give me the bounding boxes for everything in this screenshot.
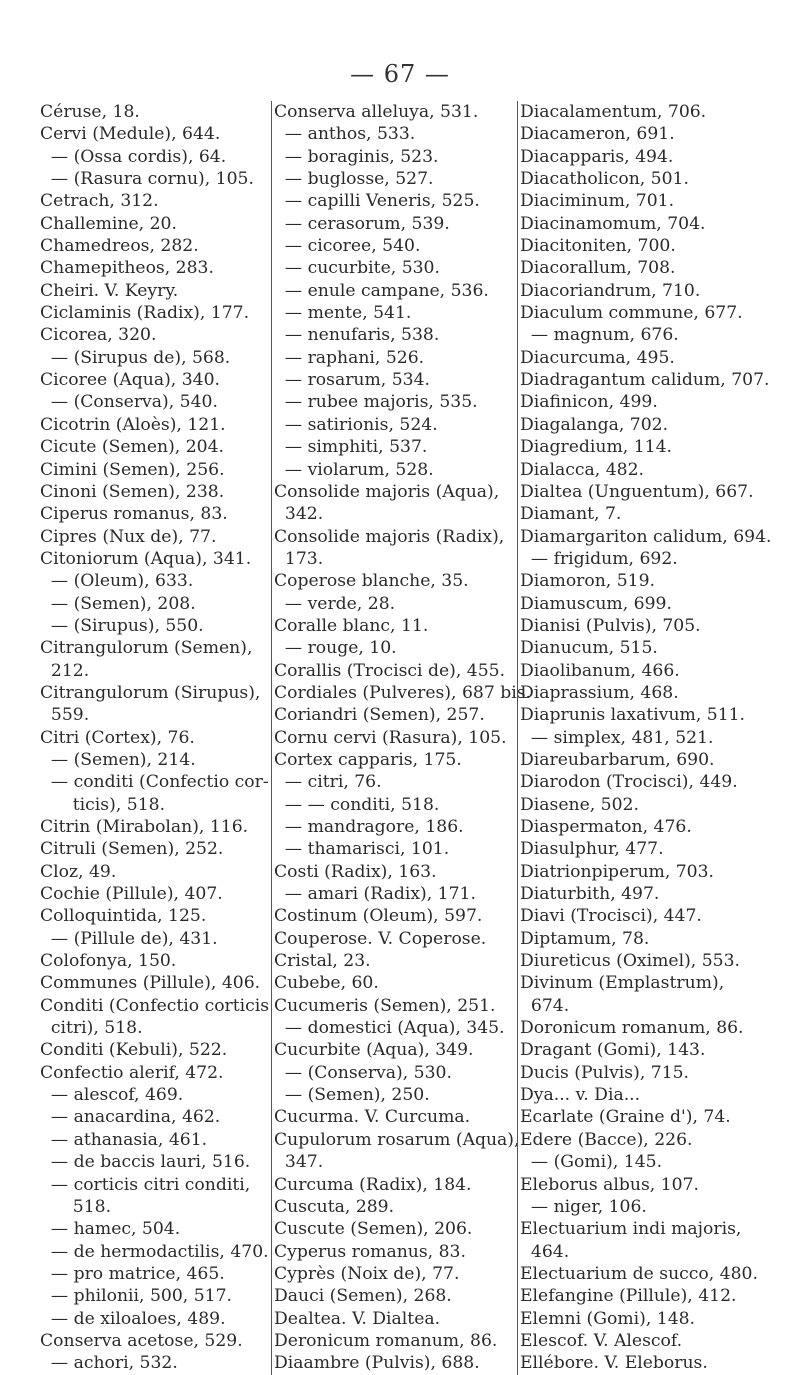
index-entry: Diacatholicon, 501.: [520, 169, 689, 190]
index-entry: Diatrionpiperum, 703.: [520, 861, 715, 882]
index-entry: — simplex, 481, 521.: [520, 727, 714, 748]
index-entry: Dianisi (Pulvis), 705.: [520, 615, 701, 636]
index-entry: Dya... v. Dia...: [520, 1085, 641, 1106]
index-entry: Electuarium indi majoris,: [520, 1219, 742, 1240]
index-entry: — violarum, 528.: [274, 459, 434, 480]
index-entry: Diasene, 502.: [520, 794, 639, 815]
index-entry: Eleborus albus, 107.: [520, 1174, 699, 1195]
index-entry: — (Semen), 250.: [274, 1085, 430, 1106]
index-entry: Diacoriandrum, 710.: [520, 280, 701, 301]
index-entry: Diaprunis laxativum, 511.: [520, 705, 746, 726]
index-entry: — cerasorum, 539.: [274, 213, 450, 234]
index-entry: Diamoron, 519.: [520, 571, 655, 592]
index-entry: Dragant (Gomi), 143.: [520, 1040, 706, 1061]
index-entry: — enule campane, 536.: [274, 280, 489, 301]
index-entry: — buglosse, 527.: [274, 169, 434, 190]
index-entry: Cucumeris (Semen), 251.: [274, 995, 496, 1016]
index-entry: Dauci (Semen), 268.: [274, 1286, 452, 1307]
index-entry: Cicoree (Aqua), 340.: [40, 370, 220, 391]
index-entry: Cheiri. V. Keyry.: [40, 280, 179, 301]
index-entry: — athanasia, 461.: [40, 1129, 208, 1150]
index-entry: Confectio alerif, 472.: [40, 1062, 224, 1083]
index-entry: Diacalamentum, 706.: [520, 102, 707, 122]
index-entry: Diaciminum, 701.: [520, 191, 675, 212]
index-entry: — (Oleum), 633.: [40, 571, 194, 592]
index-entry: — (Sirupus), 550.: [40, 615, 204, 636]
index-column-2: [271, 101, 532, 1375]
index-entry: — citri, 76.: [274, 772, 382, 793]
index-entry: — de baccis lauri, 516.: [40, 1152, 251, 1173]
index-entry: Edere (Bacce), 226.: [520, 1129, 693, 1150]
index-entry: — amari (Radix), 171.: [274, 884, 476, 905]
index-entry: — anthos, 533.: [274, 124, 416, 145]
index-entry: Coperose blanche, 35.: [274, 571, 469, 592]
index-entry: Citrangulorum (Sirupus),: [40, 682, 261, 703]
index-entry: 559.: [40, 705, 90, 726]
index-entry: — de xiloaloes, 489.: [40, 1308, 226, 1329]
index-entry: — (Conserva), 540.: [40, 392, 218, 413]
index-entry: Conserva alleluya, 531.: [274, 102, 479, 122]
index-entry: — (Semen), 208.: [40, 593, 196, 614]
index-entry: 342.: [274, 504, 324, 525]
index-entry: Diaculum commune, 677.: [520, 303, 743, 324]
index-entry: — cicoree, 540.: [274, 236, 421, 257]
index-entry: Citrangulorum (Semen),: [40, 638, 253, 659]
index-entry: Cicorea, 320.: [40, 325, 157, 346]
index-entry: Cloz, 49.: [40, 861, 117, 882]
index-entry: Costinum (Oleum), 597.: [274, 906, 483, 927]
index-entry: Diaolibanum, 466.: [520, 660, 680, 681]
index-entry: Ciperus romanus, 83.: [40, 504, 228, 525]
index-entry: Corallis (Trocisci de), 455.: [274, 660, 506, 681]
index-entry: Cortex capparis, 175.: [274, 749, 462, 770]
index-entry: Cyperus romanus, 83.: [274, 1241, 466, 1262]
index-entry: — achori, 532.: [40, 1353, 178, 1374]
index-entry: — rosarum, 534.: [274, 370, 430, 391]
index-entry: 173.: [274, 548, 324, 569]
index-entry: — (Gomi), 145.: [520, 1152, 663, 1173]
index-entry: Diafinicon, 499.: [520, 392, 658, 413]
index-entry: — simphiti, 537.: [274, 437, 428, 458]
index-entry: Conditi (Kebuli), 522.: [40, 1040, 228, 1061]
index-entry: — niger, 106.: [520, 1196, 647, 1217]
index-entry: — (Pillule de), 431.: [40, 928, 218, 949]
index-entry: Diaspermaton, 476.: [520, 817, 692, 837]
index-entry: Cordiales (Pulveres), 687 bis.: [274, 682, 532, 703]
index-entry: — boraginis, 523.: [274, 146, 439, 167]
index-entry: — alescof, 469.: [40, 1085, 184, 1106]
index-entry: Curcuma (Radix), 184.: [274, 1174, 472, 1195]
index-entry: Dianucum, 515.: [520, 638, 658, 659]
index-entry: — rubee majoris, 535.: [274, 392, 478, 413]
index-entry: Diaprassium, 468.: [520, 682, 679, 703]
index-entry: Cuscute (Semen), 206.: [274, 1219, 473, 1240]
index-entry: — (Conserva), 530.: [274, 1062, 452, 1083]
index-entry: — magnum, 676.: [520, 325, 679, 346]
index-entry: — capilli Veneris, 525.: [274, 191, 480, 212]
index-entry: Couperose. V. Coperose.: [274, 928, 487, 949]
index-entry: Céruse, 18.: [40, 102, 140, 122]
index-entry: Cupulorum rosarum (Aqua),: [274, 1129, 520, 1150]
index-entry: Cucurma. V. Curcuma.: [274, 1107, 471, 1128]
index-entry: Conserva acetose, 529.: [40, 1330, 243, 1351]
index-entry: — (Sirupus de), 568.: [40, 347, 231, 368]
index-entry: Cuscuta, 289.: [274, 1196, 395, 1217]
index-entry: Elescof. V. Alescof.: [520, 1330, 683, 1351]
index-column-1: [40, 101, 270, 1375]
index-entry: Diacapparis, 494.: [520, 146, 674, 167]
index-entry: Cetrach, 312.: [40, 191, 159, 212]
index-entry: Diamuscum, 699.: [520, 593, 672, 614]
index-column-3: [517, 101, 785, 1375]
index-entry: Diareubarbarum, 690.: [520, 749, 715, 770]
index-entry: — raphani, 526.: [274, 347, 425, 368]
index-entry: Cipres (Nux de), 77.: [40, 526, 217, 547]
index-entry: — (Ossa cordis), 64.: [40, 146, 227, 167]
index-entry: Citri (Cortex), 76.: [40, 727, 195, 748]
index-entry: 212.: [40, 660, 90, 681]
index-entry: Diacorallum, 708.: [520, 258, 676, 279]
index-entry: Diadragantum calidum, 707.: [520, 370, 770, 391]
index-entry: Colofonya, 150.: [40, 951, 177, 972]
index-entry: Cinoni (Semen), 238.: [40, 481, 225, 502]
index-entry: Cristal, 23.: [274, 951, 371, 972]
index-entry: Elemni (Gomi), 148.: [520, 1308, 696, 1329]
index-entry: Ecarlate (Graine d'), 74.: [520, 1107, 731, 1128]
index-entry: Coriandri (Semen), 257.: [274, 705, 485, 726]
index-entry: Ducis (Pulvis), 715.: [520, 1062, 690, 1083]
index-entry: Diamargariton calidum, 694.: [520, 526, 772, 547]
index-entry: Chamepitheos, 283.: [40, 258, 214, 279]
index-entry: Dialacca, 482.: [520, 459, 644, 480]
index-entry: — domestici (Aqua), 345.: [274, 1018, 505, 1039]
index-entry: — conditi (Confectio cor-: [40, 772, 269, 793]
index-entry: Electuarium de succo, 480.: [520, 1263, 758, 1284]
index-entry: Cochie (Pillule), 407.: [40, 884, 223, 905]
index-entry: — pro matrice, 465.: [40, 1263, 225, 1284]
index-entry: Cimini (Semen), 256.: [40, 459, 225, 480]
index-entry: — hamec, 504.: [40, 1219, 181, 1240]
index-entry: Diureticus (Oximel), 553.: [520, 951, 740, 972]
index-entry: Costi (Radix), 163.: [274, 861, 437, 882]
index-entry: — (Rasura cornu), 105.: [40, 169, 254, 190]
index-entry: Coralle blanc, 11.: [274, 615, 429, 636]
index-entry: Challemine, 20.: [40, 213, 177, 234]
index-entry: Cucurbite (Aqua), 349.: [274, 1040, 474, 1061]
index-entry: ticis), 518.: [40, 794, 166, 815]
index-entry: Elefangine (Pillule), 412.: [520, 1286, 737, 1307]
index-entry: Diacitoniten, 700.: [520, 236, 676, 257]
index-entry: — mandragore, 186.: [274, 817, 464, 837]
index-entry: Cicotrin (Aloès), 121.: [40, 414, 226, 435]
index-entry: — (Semen), 214.: [40, 749, 196, 770]
index-entry: Consolide majoris (Aqua),: [274, 481, 500, 502]
index-entry: Cervi (Medule), 644.: [40, 124, 221, 145]
index-entry: Dealtea. V. Dialtea.: [274, 1308, 441, 1329]
index-entry: Ciclaminis (Radix), 177.: [40, 303, 250, 324]
index-entry: — corticis citri conditi,: [40, 1174, 251, 1195]
index-entry: citri), 518.: [40, 1018, 143, 1039]
index-entry: Diacameron, 691.: [520, 124, 675, 145]
index-entry: — cucurbite, 530.: [274, 258, 440, 279]
index-entry: Diaturbith, 497.: [520, 884, 660, 905]
index-entry: Diaambre (Pulvis), 688.: [274, 1353, 480, 1374]
index-entry: Deronicum romanum, 86.: [274, 1330, 498, 1351]
index-entry: Communes (Pillule), 406.: [40, 973, 261, 994]
index-entry: — — conditi, 518.: [274, 794, 440, 815]
index-entry: — thamarisci, 101.: [274, 839, 450, 860]
index-entry: Doronicum romanum, 86.: [520, 1018, 744, 1039]
index-entry: Diasulphur, 477.: [520, 839, 664, 860]
index-entry: Diacurcuma, 495.: [520, 347, 675, 368]
index-entry: Chamedreos, 282.: [40, 236, 199, 257]
index-entry: — satirionis, 524.: [274, 414, 438, 435]
index-entry: Citoniorum (Aqua), 341.: [40, 548, 252, 569]
index-entry: — mente, 541.: [274, 303, 412, 324]
index-entry: Cornu cervi (Rasura), 105.: [274, 727, 507, 748]
index-entry: Colloquintida, 125.: [40, 906, 207, 927]
index-entry: 464.: [520, 1241, 570, 1262]
index-entry: — anacardina, 462.: [40, 1107, 221, 1128]
index-entry: Divinum (Emplastrum),: [520, 973, 725, 994]
index-entry: — de hermodactilis, 470.: [40, 1241, 269, 1262]
index-entry: Cyprès (Noix de), 77.: [274, 1263, 460, 1284]
index-entry: Diagredium, 114.: [520, 437, 672, 458]
index-entry: 674.: [520, 995, 570, 1016]
index-entry: Diarodon (Trocisci), 449.: [520, 772, 738, 793]
index-entry: — frigidum, 692.: [520, 548, 678, 569]
index-entry: Cubebe, 60.: [274, 973, 379, 994]
index-entry: Diagalanga, 702.: [520, 414, 669, 435]
index-entry: — nenufaris, 538.: [274, 325, 440, 346]
index-entry: Diamant, 7.: [520, 504, 622, 525]
index-entry: Dialtea (Unguentum), 667.: [520, 481, 754, 502]
index-entry: Conditi (Confectio corticis: [40, 995, 270, 1016]
index-entry: Diptamum, 78.: [520, 928, 650, 949]
index-entry: Citrin (Mirabolan), 116.: [40, 817, 249, 837]
page-number: — 67 —: [350, 60, 450, 88]
index-entry: Diavi (Trocisci), 447.: [520, 906, 702, 927]
index-entry: Citruli (Semen), 252.: [40, 839, 224, 860]
index-entry: Consolide majoris (Radix),: [274, 526, 505, 547]
index-entry: 518.: [40, 1196, 112, 1217]
index-entry: Ellébore. V. Eleborus.: [520, 1353, 708, 1374]
index-entry: — verde, 28.: [274, 593, 396, 614]
index-entry: Diacinamomum, 704.: [520, 213, 706, 234]
index-entry: 347.: [274, 1152, 324, 1173]
index-entry: Cicute (Semen), 204.: [40, 437, 224, 458]
index-entry: — rouge, 10.: [274, 638, 397, 659]
index-entry: — philonii, 500, 517.: [40, 1286, 232, 1307]
